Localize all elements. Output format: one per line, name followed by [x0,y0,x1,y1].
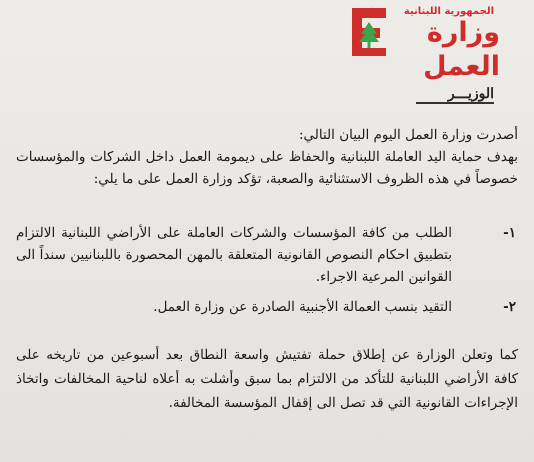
closing-paragraph [16,343,518,415]
numbered-list [16,222,518,318]
ministry-name: وزارة العمل [423,17,500,82]
list-item-text: الطلب من كافة المؤسسات والشركات العاملة على الأراضي اللبنانية الالتزام بتطبيق احكام النصوص القانونية المتعلقة بالمهن المحصورة باللبنانيين سنداً الى القوانين المرعية الاجراء. [16,225,452,285]
ministry-header [360,4,520,82]
intro-paragraph [16,124,518,190]
list-item-number: ٢- [503,299,516,315]
list-item-text: التقيد بنسب العمالة الأجنبية الصادرة عن وزارة العمل. [153,299,452,315]
intro-line-2: بهدف حماية اليد العاملة اللبنانية والحفاظ على ديمومة العمل داخل الشركات والمؤسسات خصوصاً في هذه الظروف الاستثنائية والصعبة، تؤكد وزارة العمل على ما يلي: [16,149,518,187]
minister-underline [416,102,494,104]
intro-line-1: أصدرت وزارة العمل اليوم البيان التالي: [298,127,518,143]
minister-title: الوزيـــر [447,86,494,102]
list-item [16,296,518,318]
closing-text: كما وتعلن الوزارة عن إطلاق حملة تفتيش واسعة النطاق بعد أسبوعين من تاريخه على كافة الأراضي اللبنانية للتأكد من الالتزام بما سبق وأشلت به أعلاه لناحية المخالفات واتخاذ الإجراءات القانونية التي قد تصل الى إقفال المؤسسة المخالفة. [16,347,518,411]
republic-name: الجمهورية اللبنانية [403,6,494,17]
list-item [16,222,518,288]
ministry-wordmark [380,6,500,84]
list-item-number: ١- [503,225,516,241]
